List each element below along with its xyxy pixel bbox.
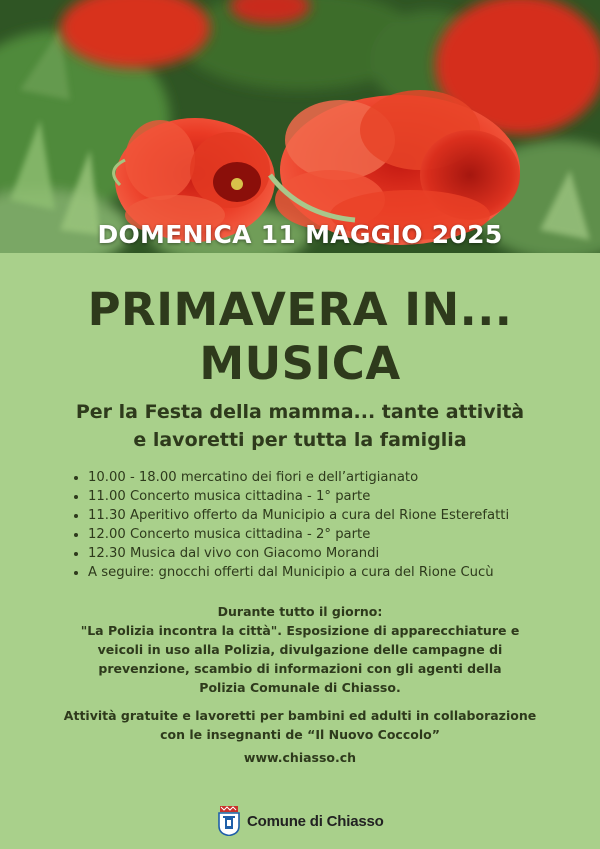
schedule-item: • 11.00 Concerto musica cittadina - 1° parte <box>88 487 509 506</box>
activities-line: Attività gratuite e lavoretti per bambini ed adulti in collaborazione <box>63 708 537 723</box>
activities-line: con le insegnanti de “Il Nuovo Coccolo” <box>160 727 440 742</box>
police-info-line: veicoli in uso alla Polizia, divulgazione delle campagne di <box>97 642 503 657</box>
event-title-line-1: PRIMAVERA IN... <box>87 283 513 336</box>
schedule-item: • 11.30 Aperitivo offerto da Municipio a cura del Rione Esterefatti <box>88 506 509 525</box>
activities-note <box>30 706 570 744</box>
schedule-item: • 12.00 Concerto musica cittadina - 2° parte <box>88 525 509 544</box>
event-date: DOMENICA 11 MAGGIO 2025 <box>97 220 503 249</box>
event-subtitle <box>30 398 570 454</box>
comune-name: Comune di Chiasso <box>247 812 384 830</box>
schedule-item: • 12.30 Musica dal vivo con Giacomo Morandi <box>88 544 509 563</box>
police-info-heading: Durante tutto il giorno: <box>217 604 383 619</box>
hero-image <box>0 0 600 253</box>
comune-logo <box>218 805 384 837</box>
event-subtitle-line-2: e lavoretti per tutta la famiglia <box>133 429 467 451</box>
police-info-line: prevenzione, scambio di informazioni con gli agenti della <box>98 661 502 676</box>
event-title <box>0 283 600 391</box>
schedule-item: • A seguire: gnocchi offerti dal Municipio a cura del Rione Cucù <box>88 563 509 582</box>
event-subtitle-line-1: Per la Festa della mamma... tante attività <box>75 401 525 423</box>
website-link[interactable]: www.chiasso.ch <box>243 750 357 765</box>
chiasso-coat-of-arms-icon <box>218 806 240 836</box>
event-title-line-2: MUSICA <box>199 337 401 390</box>
police-info <box>40 602 560 697</box>
schedule-item: • 10.00 - 18.00 mercatino dei fiori e dell’artigianato <box>88 468 509 487</box>
police-info-line: "La Polizia incontra la città". Esposizione di apparecchiature e <box>80 623 520 638</box>
flowers-illustration <box>0 0 600 253</box>
police-info-line: Polizia Comunale di Chiasso. <box>199 680 401 695</box>
schedule-list <box>70 468 509 582</box>
